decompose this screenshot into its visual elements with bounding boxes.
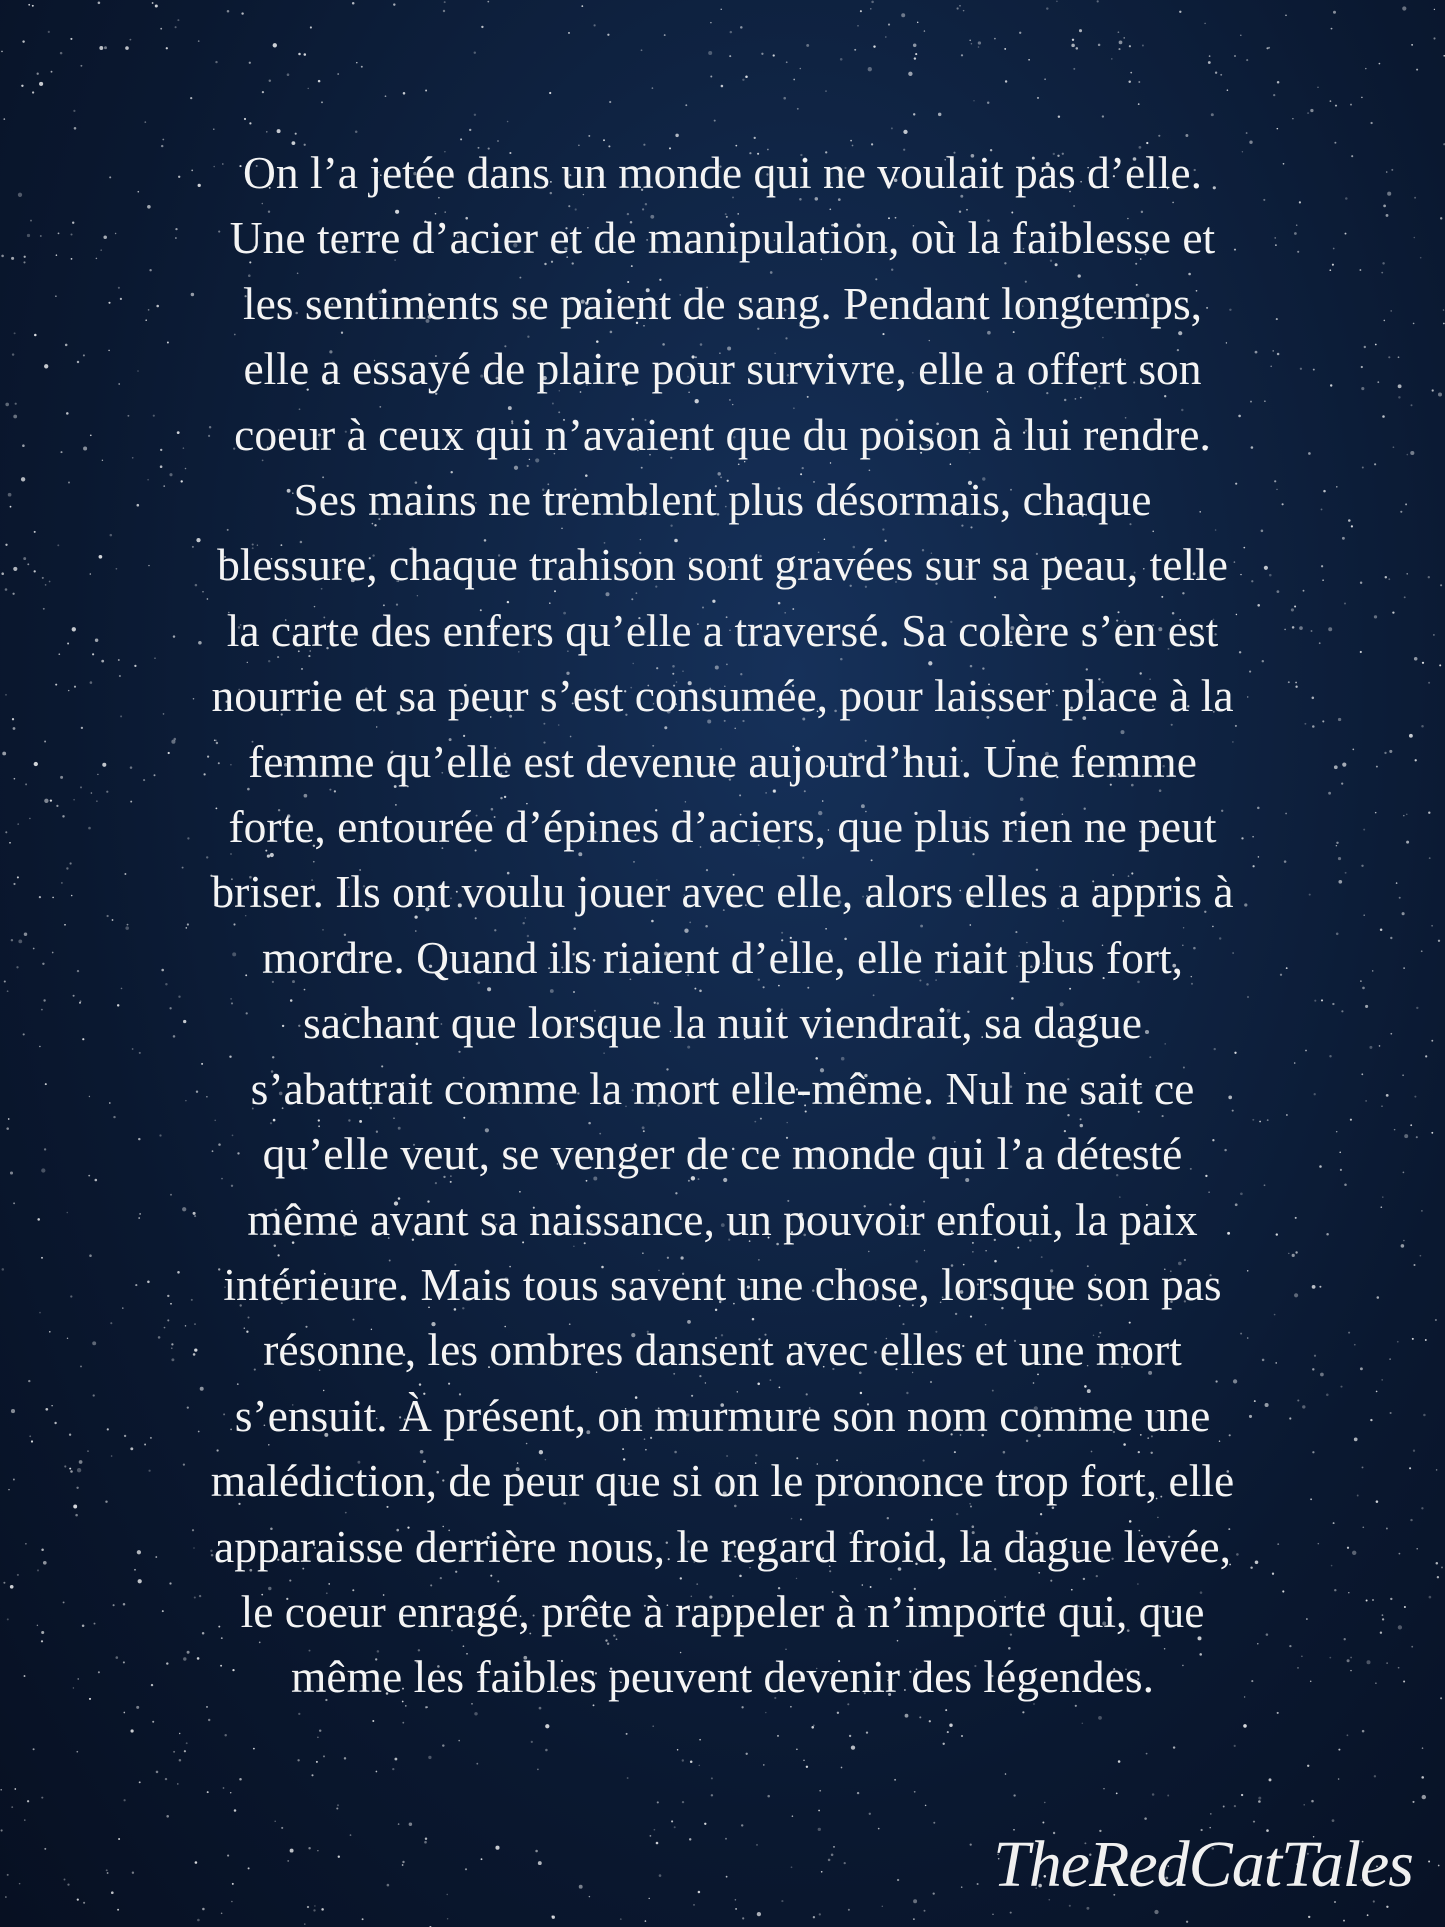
text-line: sachant que lorsque la nuit viendrait, sa dague: [303, 997, 1142, 1049]
text-line: s’abattrait comme la mort elle-même. Nul ne sait ce: [250, 1062, 1195, 1114]
text-line: blessure, chaque trahison sont gravées sur sa peau, telle: [217, 539, 1228, 591]
text-line: malédiction, de peur que si on le prononce trop fort, elle: [210, 1455, 1235, 1507]
text-line: le coeur enragé, prête à rappeler à n’importe qui, que: [240, 1585, 1205, 1637]
text-line: coeur à ceux qui n’avaient que du poison à lui rendre.: [234, 408, 1211, 460]
text-line: femme qu’elle est devenue aujourd’hui. Une femme: [248, 735, 1197, 787]
text-line: briser. Ils ont voulu jouer avec elle, alors elles a appris à: [211, 866, 1234, 918]
text-line: qu’elle veut, se venger de ce monde qui l’a détesté: [262, 1128, 1183, 1180]
text-line: apparaisse derrière nous, le regard froid, la dague levée,: [214, 1520, 1231, 1572]
text-line: Une terre d’acier et de manipulation, où la faiblesse et: [229, 212, 1216, 264]
text-line: On l’a jetée dans un monde qui ne voulait pas d’elle.: [242, 147, 1202, 198]
text-line: intérieure. Mais tous savent une chose, lorsque son pas: [223, 1258, 1222, 1310]
text-line: mordre. Quand ils riaient d’elle, elle riait plus fort,: [261, 931, 1184, 983]
story-text: [70, 140, 1375, 1710]
text-line: résonne, les ombres dansent avec elles et une mort: [263, 1324, 1182, 1376]
text-line: la carte des enfers qu’elle a traversé. Sa colère s’en est: [226, 604, 1219, 656]
text-line: elle a essayé de plaire pour survivre, elle a offert son: [243, 343, 1202, 395]
signature-watermark: TheRedCatTales: [993, 1828, 1413, 1901]
text-line: s’ensuit. À présent, on murmure son nom comme une: [234, 1389, 1211, 1441]
text-line: Ses mains ne tremblent plus désormais, chaque: [293, 474, 1152, 526]
text-line: même les faibles peuvent devenir des légendes.: [291, 1651, 1154, 1703]
text-line: même avant sa naissance, un pouvoir enfoui, la paix: [247, 1193, 1198, 1245]
text-line: forte, entourée d’épines d’aciers, que plus rien ne peut: [228, 801, 1217, 853]
text-line: nourrie et sa peur s’est consumée, pour laisser place à la: [211, 670, 1234, 722]
text-line: les sentiments se paient de sang. Pendant longtemps,: [242, 277, 1203, 329]
